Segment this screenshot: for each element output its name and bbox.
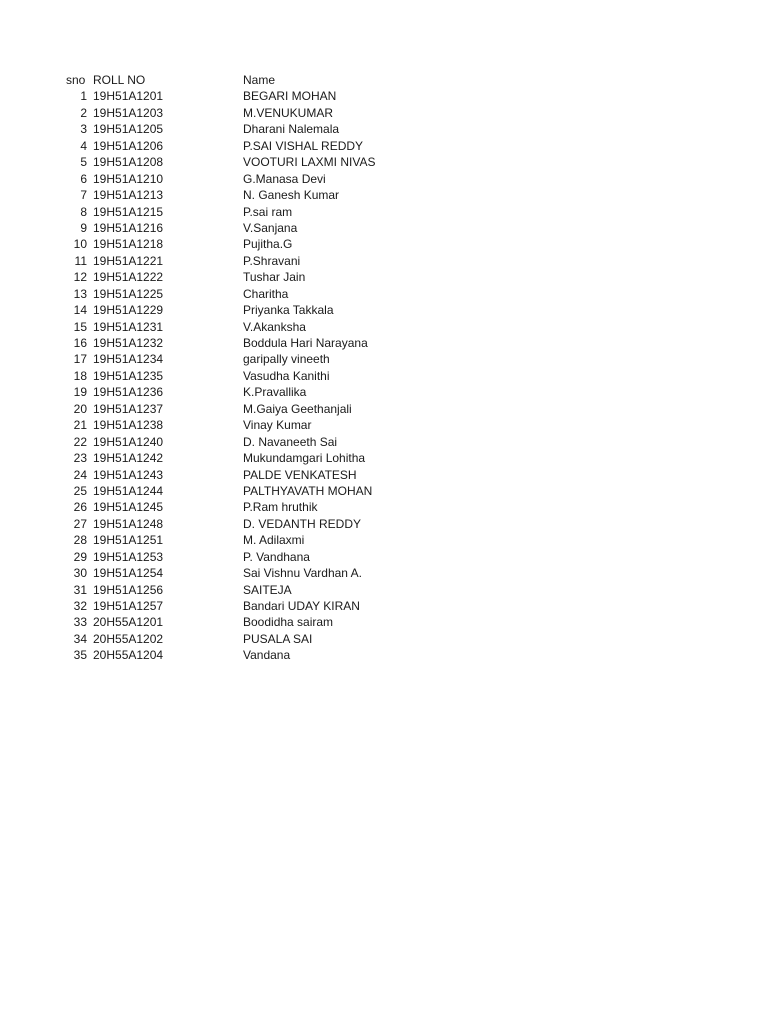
table-row <box>0 450 768 466</box>
cell-roll-no: 19H51A1206 <box>93 138 164 153</box>
cell-sno: 25 <box>73 483 87 498</box>
cell-sno: 2 <box>80 105 87 120</box>
cell-sno: 28 <box>73 533 87 548</box>
table-row <box>0 598 768 614</box>
table-row <box>0 499 768 515</box>
cell-sno: 18 <box>73 368 87 383</box>
table-row <box>0 302 768 318</box>
cell-sno: 7 <box>80 188 87 203</box>
table-row <box>0 516 768 532</box>
cell-roll-no: 19H51A1231 <box>93 319 164 334</box>
cell-sno: 34 <box>73 631 87 646</box>
cell-roll-no: 19H51A1222 <box>93 270 164 285</box>
cell-roll-no: 19H51A1229 <box>93 303 164 318</box>
cell-sno: 22 <box>73 434 87 449</box>
cell-sno: 9 <box>80 220 87 235</box>
cell-sno: 24 <box>73 467 87 482</box>
cell-name: Charitha <box>243 286 289 301</box>
cell-roll-no: 19H51A1218 <box>93 237 164 252</box>
cell-roll-no: 19H51A1242 <box>93 451 164 466</box>
table-row <box>0 121 768 137</box>
table-row <box>0 138 768 154</box>
table-row <box>0 565 768 581</box>
cell-name: Vinay Kumar <box>243 418 312 433</box>
cell-roll-no: 19H51A1225 <box>93 286 164 301</box>
table-row <box>0 105 768 121</box>
cell-name: P.sai ram <box>243 204 293 219</box>
table-row <box>0 401 768 417</box>
cell-name: PALTHYAVATH MOHAN <box>243 483 373 498</box>
table-row <box>0 532 768 548</box>
table-row <box>0 467 768 483</box>
table-row <box>0 236 768 252</box>
table-row <box>0 614 768 630</box>
table-row <box>0 384 768 400</box>
table-row <box>0 368 768 384</box>
cell-roll-no: 19H51A1244 <box>93 483 164 498</box>
cell-roll-no: 19H51A1245 <box>93 500 164 515</box>
table-row <box>0 549 768 565</box>
cell-name: G.Manasa Devi <box>243 171 326 186</box>
table-row <box>0 204 768 220</box>
cell-roll-no: 19H51A1232 <box>93 336 164 350</box>
cell-name: VOOTURI LAXMI NIVAS <box>243 155 376 170</box>
column-header-name: Name <box>243 73 276 87</box>
cell-sno: 14 <box>73 303 87 318</box>
cell-sno: 8 <box>80 204 87 219</box>
cell-sno: 5 <box>80 155 87 170</box>
cell-sno: 35 <box>73 648 87 663</box>
cell-sno: 10 <box>73 237 87 252</box>
cell-roll-no: 19H51A1208 <box>93 155 164 170</box>
cell-roll-no: 19H51A1234 <box>93 352 164 367</box>
table-row <box>0 154 768 170</box>
cell-sno: 27 <box>73 516 87 531</box>
cell-name: N. Ganesh Kumar <box>243 188 340 203</box>
cell-roll-no: 19H51A1237 <box>93 401 164 416</box>
table-row <box>0 220 768 236</box>
cell-roll-no: 20H55A1201 <box>93 615 164 630</box>
cell-sno: 1 <box>80 89 87 104</box>
table-row <box>0 417 768 433</box>
cell-name: M.Gaiya Geethanjali <box>243 401 352 416</box>
table-header-row <box>0 72 768 88</box>
cell-name: garipally vineeth <box>243 352 330 367</box>
cell-name: BEGARI MOHAN <box>243 89 337 104</box>
cell-name: Dharani Nalemala <box>243 122 340 137</box>
column-header-roll-no: ROLL NO <box>93 73 146 87</box>
cell-sno: 12 <box>73 270 87 285</box>
cell-roll-no: 19H51A1235 <box>93 368 164 383</box>
cell-sno: 6 <box>80 171 87 186</box>
cell-name: PUSALA SAI <box>243 631 313 646</box>
cell-name: P.Shravani <box>243 253 301 268</box>
cell-roll-no: 19H51A1248 <box>93 516 164 531</box>
cell-name: Sai Vishnu Vardhan A. <box>243 566 362 581</box>
cell-roll-no: 19H51A1243 <box>93 467 164 482</box>
cell-name: V.Akanksha <box>243 319 306 334</box>
cell-name: Tushar Jain <box>243 270 306 285</box>
cell-roll-no: 19H51A1201 <box>93 89 164 104</box>
table-row <box>0 187 768 203</box>
cell-name: Boodidha sairam <box>243 615 334 630</box>
cell-roll-no: 19H51A1257 <box>93 599 164 613</box>
cell-roll-no: 19H51A1236 <box>93 385 164 400</box>
table-row <box>0 269 768 285</box>
cell-roll-no: 19H51A1251 <box>93 533 164 548</box>
cell-name: P.Ram hruthik <box>243 500 318 515</box>
cell-roll-no: 19H51A1213 <box>93 188 164 203</box>
table-row <box>0 483 768 499</box>
cell-sno: 23 <box>73 451 87 466</box>
table-row <box>0 351 768 367</box>
cell-name: Vandana <box>243 648 291 663</box>
cell-roll-no: 19H51A1238 <box>93 418 164 433</box>
cell-roll-no: 19H51A1203 <box>93 105 164 120</box>
cell-roll-no: 19H51A1254 <box>93 566 164 581</box>
cell-sno: 26 <box>73 500 87 515</box>
cell-sno: 11 <box>74 253 87 268</box>
cell-name: PALDE VENKATESH <box>243 467 357 482</box>
cell-name: Bandari UDAY KIRAN <box>243 599 360 613</box>
table-row <box>0 335 768 351</box>
cell-name: V.Sanjana <box>243 220 298 235</box>
cell-sno: 33 <box>73 615 87 630</box>
cell-sno: 17 <box>73 352 87 367</box>
cell-roll-no: 20H55A1202 <box>93 631 164 646</box>
table-row <box>0 647 768 663</box>
cell-sno: 19 <box>73 385 87 400</box>
cell-sno: 30 <box>73 566 87 581</box>
student-list-table <box>0 72 768 664</box>
cell-roll-no: 19H51A1221 <box>93 253 164 268</box>
cell-sno: 31 <box>73 582 87 597</box>
cell-sno: 4 <box>80 138 87 153</box>
cell-sno: 13 <box>73 286 87 301</box>
cell-name: M. Adilaxmi <box>243 533 305 548</box>
cell-sno: 21 <box>73 418 87 433</box>
cell-name: P.SAI VISHAL REDDY <box>243 138 364 153</box>
cell-name: K.Pravallika <box>243 385 307 400</box>
cell-sno: 15 <box>73 319 87 334</box>
cell-sno: 3 <box>80 122 87 137</box>
cell-name: Pujitha.G <box>243 237 293 252</box>
cell-sno: 20 <box>73 401 87 416</box>
table-row <box>0 171 768 187</box>
cell-name: Vasudha Kanithi <box>243 368 330 383</box>
cell-roll-no: 19H51A1205 <box>93 122 164 137</box>
table-row <box>0 253 768 269</box>
cell-roll-no: 19H51A1256 <box>93 582 164 597</box>
table-row <box>0 319 768 335</box>
cell-name: Boddula Hari Narayana <box>243 336 368 350</box>
cell-roll-no: 19H51A1216 <box>93 220 164 235</box>
cell-roll-no: 19H51A1240 <box>93 434 164 449</box>
cell-roll-no: 20H55A1204 <box>93 648 164 663</box>
cell-roll-no: 19H51A1253 <box>93 549 164 564</box>
table-row <box>0 88 768 104</box>
cell-name: Priyanka Takkala <box>243 303 334 318</box>
cell-name: D. VEDANTH REDDY <box>243 516 362 531</box>
table-body <box>0 88 768 663</box>
cell-sno: 32 <box>73 599 87 613</box>
cell-name: Mukundamgari Lohitha <box>243 451 366 466</box>
cell-sno: 16 <box>73 336 87 350</box>
cell-name: D. Navaneeth Sai <box>243 434 338 449</box>
table-row <box>0 434 768 450</box>
table-row <box>0 286 768 302</box>
cell-roll-no: 19H51A1210 <box>93 171 164 186</box>
cell-name: SAITEJA <box>243 582 292 597</box>
cell-roll-no: 19H51A1215 <box>93 204 164 219</box>
cell-sno: 29 <box>73 549 87 564</box>
table-row <box>0 582 768 598</box>
table-row <box>0 631 768 647</box>
cell-name: M.VENUKUMAR <box>243 105 334 120</box>
column-header-sno: sno <box>66 73 86 87</box>
cell-name: P. Vandhana <box>243 549 310 564</box>
